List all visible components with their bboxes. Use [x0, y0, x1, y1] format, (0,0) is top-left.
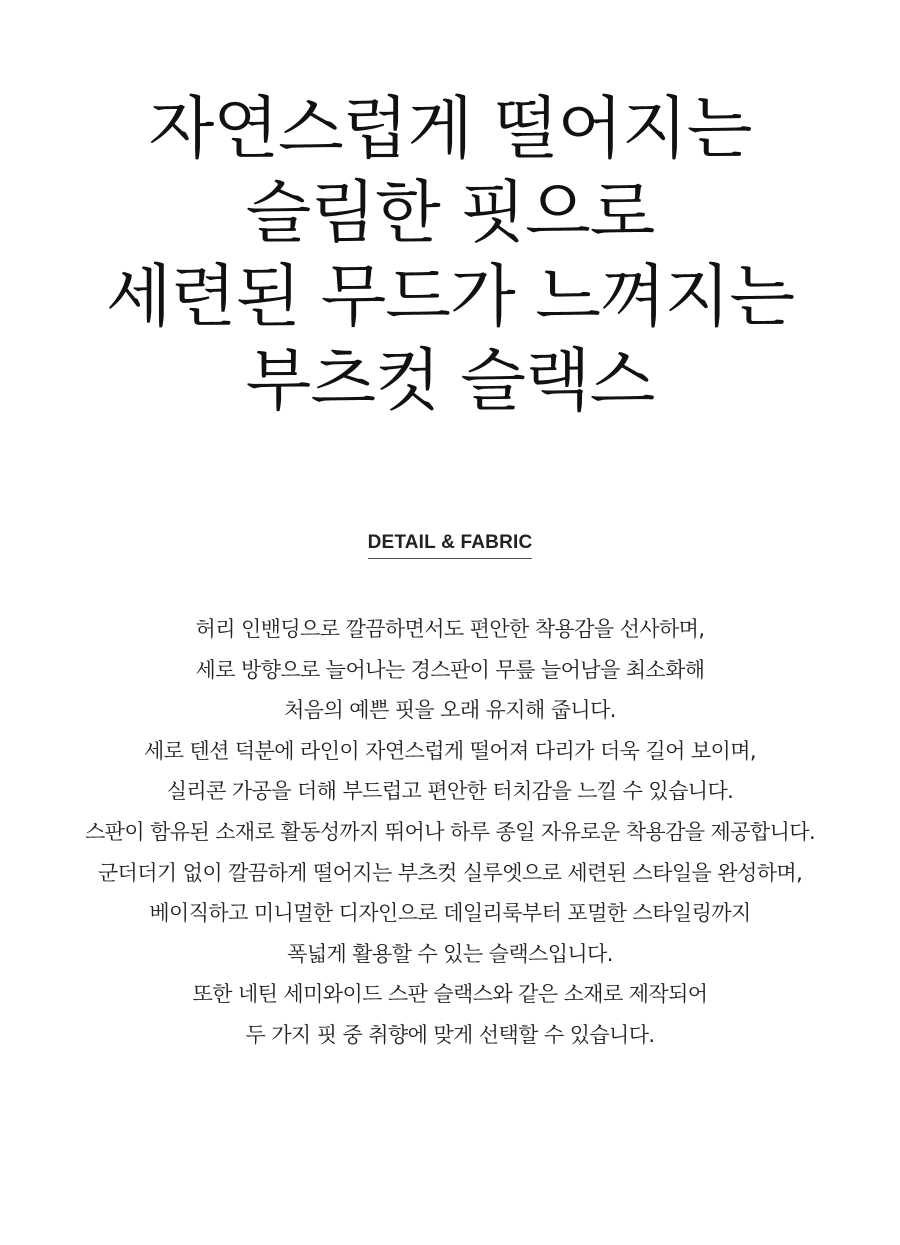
description-line: 스판이 함유된 소재로 활동성까지 뛰어나 하루 종일 자유로운 착용감을 제공합니다. — [84, 819, 816, 844]
description-line: 베이직하고 미니멀한 디자인으로 데일리룩부터 포멀한 스타일링까지 — [149, 901, 751, 926]
description-line: 세로 방향으로 늘어나는 경스판이 무릎 늘어남을 최소화해 — [195, 657, 705, 682]
description-line: 두 가지 핏 중 취향에 맞게 선택할 수 있습니다. — [245, 1022, 655, 1047]
headline-line: 슬림한 핏으로 — [245, 174, 655, 253]
description-line: 또한 네틴 세미와이드 스판 슬랙스와 같은 소재로 제작되어 — [192, 982, 708, 1007]
description-line: 폭넓게 활용할 수 있는 슬랙스입니다. — [287, 941, 613, 966]
headline — [0, 88, 900, 424]
headline-line: 세련된 무드가 느껴지는 — [105, 258, 795, 337]
section-label: DETAIL & FABRIC — [368, 532, 533, 559]
headline-line: 자연스럽게 떨어지는 — [148, 90, 752, 169]
description-line: 세로 텐션 덕분에 라인이 자연스럽게 떨어져 다리가 더욱 길어 보이며, — [144, 738, 756, 763]
description-line: 실리콘 가공을 더해 부드럽고 편안한 터치감을 느낄 수 있습니다. — [166, 779, 734, 804]
description-line: 처음의 예쁜 핏을 오래 유지해 줍니다. — [284, 698, 616, 723]
description-line: 군더더기 없이 깔끔하게 떨어지는 부츠컷 실루엣으로 세련된 스타일을 완성하며, — [97, 860, 803, 885]
description-line: 허리 인밴딩으로 깔끔하면서도 편안한 착용감을 선사하며, — [195, 617, 705, 641]
headline-line: 부츠컷 슬랙스 — [245, 342, 655, 421]
section-header — [0, 532, 900, 559]
description-paragraph — [0, 609, 900, 1056]
